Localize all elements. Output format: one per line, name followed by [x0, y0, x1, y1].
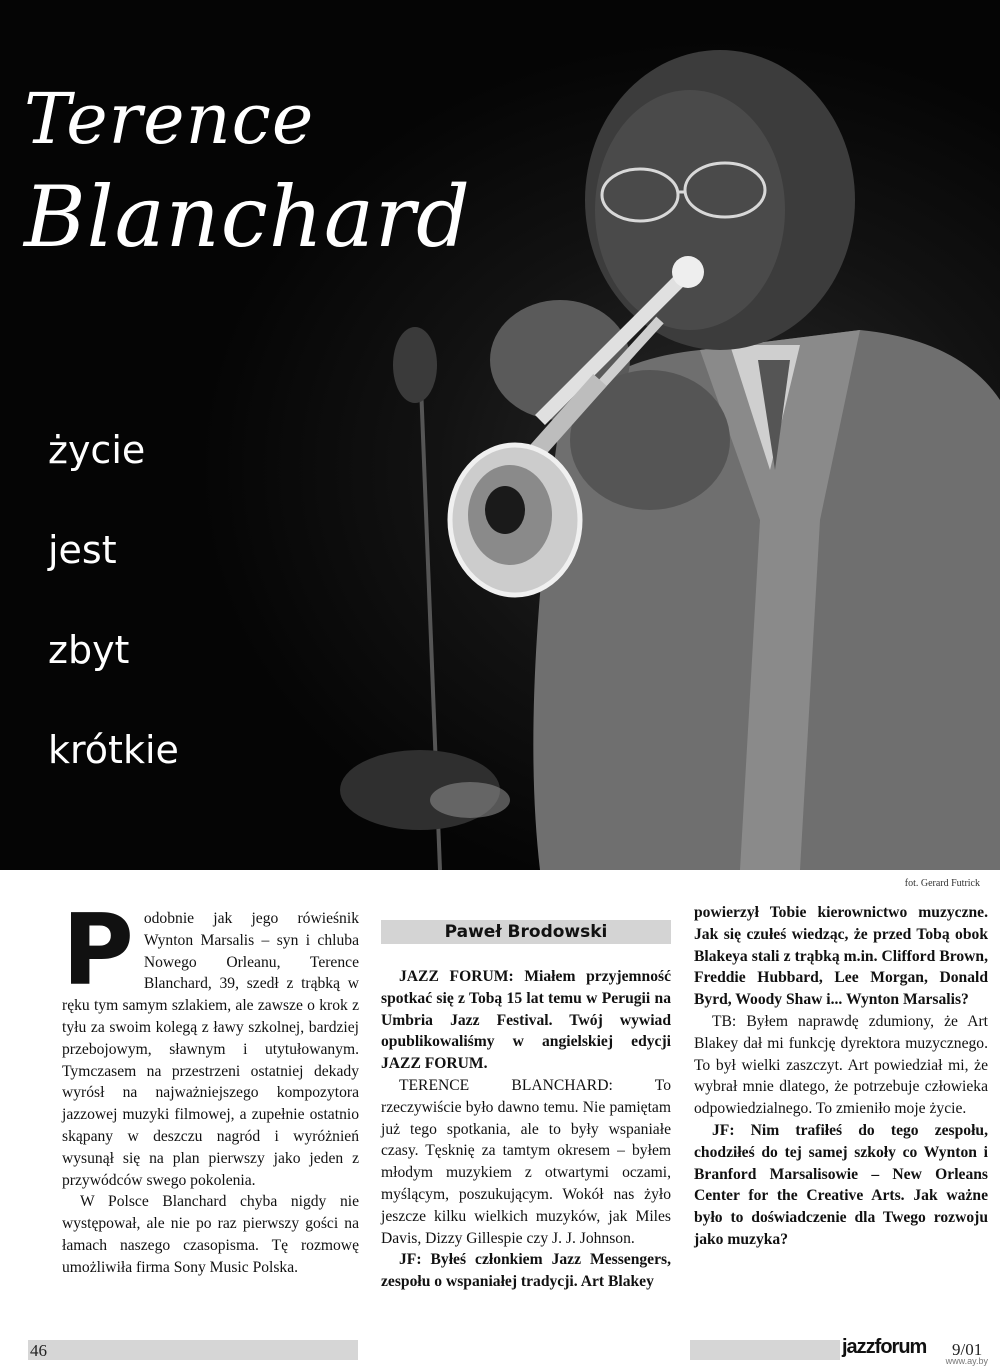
subtitle-word-4: krótkie	[48, 728, 179, 772]
interview-question	[381, 1249, 671, 1293]
photo-credit: fot. Gerard Futrick	[904, 878, 980, 889]
interview-question-continued	[694, 902, 988, 1011]
author-byline: Paweł Brodowski	[381, 920, 671, 944]
question-text: JF: Byłeś członkiem Jazz Messengers, zespołu o wspaniałej tradycji. Art Blakey	[381, 1251, 671, 1291]
subtitle-word-3: zbyt	[48, 628, 130, 672]
article-title-line-1: Terence	[24, 78, 315, 160]
article-title-line-2: Blanchard	[24, 168, 471, 266]
footer-bar-left	[28, 1340, 358, 1360]
interview-answer: TB: Byłem naprawdę zdumiony, że Art Blakey dał mi funkcję dyrektora muzycznego. To był wielki zaszczyt. Art powiedział mi, że wybrał mnie dlatego, że potrzebuje człowieka odpowiedzialnego. To zmieniło moje życie.	[694, 1012, 988, 1118]
article-column-2	[381, 920, 671, 1293]
interview-question	[381, 966, 671, 1075]
intro-paragraph: odobnie jak jego rówieśnik Wynton Marsalis – syn i chluba Nowego Orleanu, Terence Blanchard, 39, szedł z trąbką w ręku tym samym szlakiem, ale zawsze o krok z tyłu za swoim kolegą z ławy szkolnej, bardziej przebojowym, sławnym i utytułowanym. Tymczasem na przestrzeni ostatniej dekady wyrósł na najważniejszego kompozytora jazzowej muzyki filmowej, a zupełnie ostatnio skąpany w deszczu nagród i wyróżnień wysunął się na plan pierwszy jako jeden z przywódców swego pokolenia.	[62, 910, 359, 1189]
interview-answer: TERENCE BLANCHARD: To rzeczywiście było dawno temu. Nie pamiętam już tego spotkania, ale to były wspaniałe czasy. Tęsknię za tamtym okresem – byłem młodym muzykiem z otwartymi oczami, myślącym, poszukującym. Wokół nas żyło jeszcze kilku wielkich muzyków, jak Miles Davis, Dizzy Gillespie czy J. J. Johnson.	[381, 1076, 671, 1247]
magazine-logo: jazzforum	[842, 1336, 927, 1358]
interview-question	[694, 1120, 988, 1251]
intro-paragraph-2: W Polsce Blanchard chyba nigdy nie występował, ale nie po raz pierwszy gości na łamach naszego czasopisma. Tę rozmowę umożliwiła firma Sony Music Polska.	[62, 1193, 359, 1276]
question-text: powierzył Tobie kierownictwo muzyczne. Jak się czułeś wiedząc, że przed Tobą obok Blakeya stali z trąbką m.in. Clifford Brown, Freddie Hubbard, Lee Morgan, Donald Byrd, Woody Shaw i... Wynton Marsalis?	[694, 904, 988, 1009]
article-column-3	[694, 902, 988, 1251]
page-number: 46	[30, 1341, 47, 1360]
watermark: www.ay.by	[945, 1356, 988, 1366]
footer-bar-right	[690, 1340, 840, 1360]
article-column-1	[62, 894, 359, 1279]
question-text: JAZZ FORUM: Miałem przyjemność spotkać się z Tobą 15 lat temu w Perugii na Umbria Jazz Festival. Twój wywiad opublikowaliśmy w angielskiej edycji JAZZ FORUM.	[381, 968, 671, 1073]
subtitle-word-2: jest	[48, 528, 117, 572]
subtitle-word-1: życie	[48, 428, 146, 472]
drop-cap: P	[62, 894, 134, 1008]
issue-number: 9/01	[952, 1340, 983, 1359]
question-text: JF: Nim trafiłeś do tego zespołu, chodziłeś do tej samej szkoły co Wynton i Branford Marsalisowie – New Orleans Center for the Creative Arts. Jak ważne było to doświadczenie dla Twego rozwoju jako muzyka?	[694, 1121, 988, 1248]
